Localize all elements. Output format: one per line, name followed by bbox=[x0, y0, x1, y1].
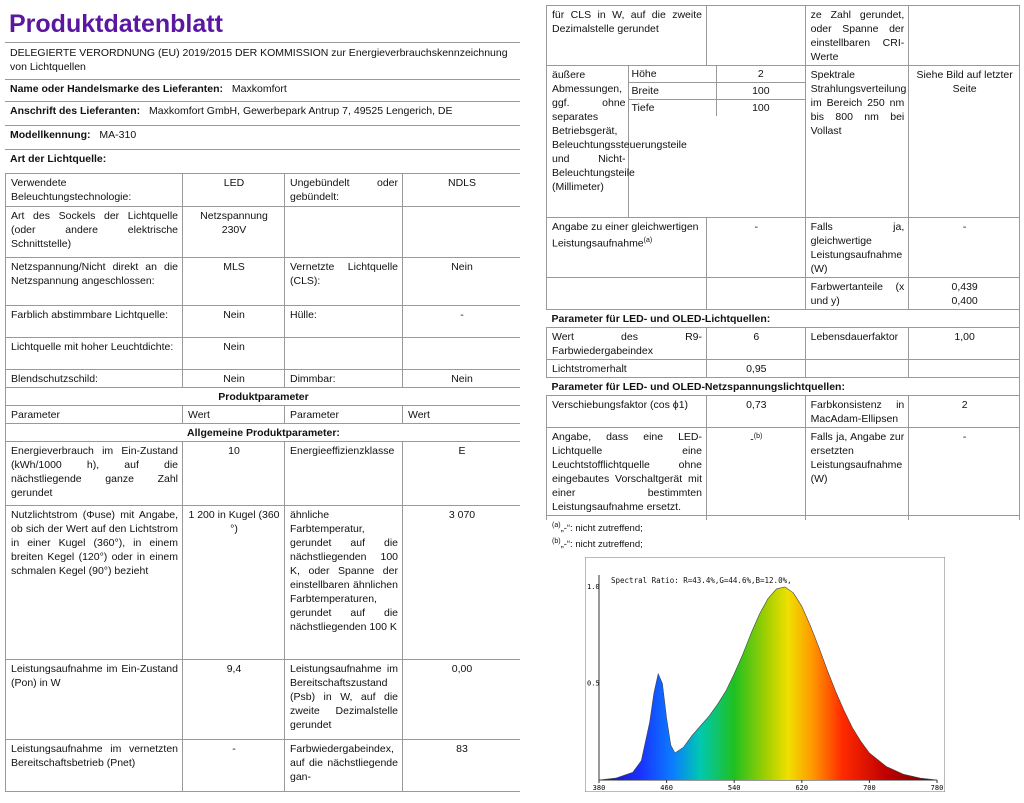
param-cell: Verwendete Beleuchtungstechnologie: bbox=[6, 174, 183, 207]
value-cell: Siehe Bild auf letzter Seite bbox=[909, 66, 1020, 218]
light-type-heading: Art der Lichtquelle: bbox=[10, 153, 107, 165]
value-cell: 0,00 bbox=[403, 660, 521, 740]
param-cell: für CLS in W, auf die zweite Dezimalstelle gerundet bbox=[547, 6, 707, 66]
footnote-marker: (b) bbox=[753, 433, 763, 440]
param-cell: Falls ja, Angabe zur ersetzten Leistungsaufnahme (W) bbox=[805, 428, 909, 516]
dim-name: Breite bbox=[629, 83, 717, 100]
param-cell: Nutzlichtstrom (Φuse) mit Angabe, ob sich der Wert auf den Lichtstrom in einer Kugel (360°), in einem breiten Kegel (120°) oder in einem schmalen Kegel (90°) bezieht bbox=[6, 506, 183, 660]
general-params-heading: Allgemeine Produktparameter: bbox=[6, 424, 521, 442]
value-cell bbox=[707, 428, 806, 516]
value-cell: 1 200 in Kugel (360 °) bbox=[183, 506, 285, 660]
param-cell: Lichtstromerhalt bbox=[547, 360, 707, 378]
param-cell bbox=[547, 218, 707, 278]
table-row bbox=[547, 360, 1020, 378]
value-cell bbox=[909, 516, 1020, 521]
param-cell: Falls ja, gleichwertige Leistungsaufnahme (W) bbox=[805, 218, 909, 278]
value-cell: E bbox=[403, 442, 521, 506]
table-row bbox=[6, 740, 521, 792]
col-header-param: Parameter bbox=[6, 406, 183, 424]
table-row bbox=[547, 396, 1020, 428]
table-row bbox=[547, 428, 1020, 516]
table-row bbox=[6, 306, 521, 338]
table-row bbox=[6, 207, 521, 258]
value-cell: 0,73 bbox=[707, 396, 806, 428]
param-cell: Blendschutzschild: bbox=[6, 370, 183, 388]
value-cell: - bbox=[707, 218, 806, 278]
dim-value: 100 bbox=[717, 83, 805, 100]
table-row bbox=[6, 338, 521, 370]
supplier-name-label: Name oder Handelsmarke des Lieferanten: bbox=[10, 83, 223, 95]
value-cell: 2 bbox=[909, 396, 1020, 428]
right-column bbox=[546, 5, 1020, 520]
page-title: Produktdatenblatt bbox=[5, 5, 520, 43]
spectrum-chart bbox=[585, 557, 945, 792]
value-cell: MLS bbox=[183, 258, 285, 306]
value-cell: LED bbox=[183, 174, 285, 207]
param-cell: Ungebündelt oder gebündelt: bbox=[285, 174, 403, 207]
col-header-value: Wert bbox=[183, 406, 285, 424]
col-header-param: Parameter bbox=[285, 406, 403, 424]
dimensions-label: äußere Abmessungen, ggf. ohne separates Betriebsgerät, Beleuchtungssteuerungsteile und Nicht-Beleuchtungsteile (Millimeter) bbox=[547, 66, 629, 218]
table-row bbox=[6, 258, 521, 306]
param-cell: ze Zahl gerundet, oder Spanne der einstellbaren CRI-Werte bbox=[805, 6, 909, 66]
col-header-value: Wert bbox=[403, 406, 521, 424]
param-cell: Leistungsaufnahme im vernetzten Bereitschaftsbetrieb (Pnet) bbox=[6, 740, 183, 792]
footnote-mark: (b) bbox=[552, 538, 561, 545]
value-cell: Netzspannung 230V bbox=[183, 207, 285, 258]
equiv-label: Angabe zu einer gleichwertigen Leistungsaufnahme bbox=[552, 221, 699, 250]
param-cell: Verschiebungsfaktor (cos ϕ1) bbox=[547, 396, 707, 428]
supplier-address-label: Anschrift des Lieferanten: bbox=[10, 105, 141, 117]
table-row bbox=[629, 100, 805, 117]
table-row bbox=[547, 218, 1020, 278]
footnote-marker: (a) bbox=[643, 237, 653, 244]
x-tick-label: 700 bbox=[863, 784, 876, 792]
param-cell bbox=[547, 278, 707, 310]
param-cell: Leistungsaufnahme im Bereitschaftszustand (Psb) in W, auf die zweite Dezimalstelle gerundet bbox=[285, 660, 403, 740]
supplier-name-row bbox=[5, 80, 520, 102]
value-cell bbox=[707, 516, 806, 521]
value-cell: 83 bbox=[403, 740, 521, 792]
table-row bbox=[547, 516, 1020, 521]
chart-title: Spectral Ratio: R=43.4%,G=44.6%,B=12.0%, bbox=[611, 576, 792, 585]
x-tick-label: 540 bbox=[727, 784, 741, 792]
value-cell bbox=[403, 207, 521, 258]
x-tick-label: 460 bbox=[660, 784, 673, 792]
param-cell: Dimmbar: bbox=[285, 370, 403, 388]
type-table bbox=[5, 173, 520, 792]
mains-heading: Parameter für LED- und OLED-Netzspannungslichtquellen: bbox=[547, 378, 1020, 396]
param-cell bbox=[805, 360, 909, 378]
value-cell: 3 070 bbox=[403, 506, 521, 660]
value-cell: Nein bbox=[183, 370, 285, 388]
dim-value: 100 bbox=[717, 100, 805, 117]
supplier-name-value: Maxkomfort bbox=[231, 83, 287, 95]
chroma-x: 0,439 bbox=[951, 281, 978, 293]
y-tick-label: 0.5 bbox=[587, 679, 600, 688]
dimensions-table bbox=[629, 66, 805, 116]
value-cell: 1,00 bbox=[909, 328, 1020, 360]
value-cell: Nein bbox=[403, 370, 521, 388]
right-table bbox=[546, 5, 1020, 520]
param-cell: Art des Sockels der Lichtquelle (oder andere elektrische Schnittstelle) bbox=[6, 207, 183, 258]
value-cell: Nein bbox=[183, 338, 285, 370]
regulation-text: DELEGIERTE VERORDNUNG (EU) 2019/2015 DER KOMMISSION zur Energieverbrauchskennzeichnung von Lichtquellen bbox=[5, 43, 520, 80]
param-cell: Vernetzte Lichtquelle (CLS): bbox=[285, 258, 403, 306]
value-cell: - bbox=[183, 740, 285, 792]
dim-name: Höhe bbox=[629, 66, 717, 83]
led-heading: Parameter für LED- und OLED-Lichtquellen: bbox=[547, 310, 1020, 328]
table-row bbox=[6, 506, 521, 660]
param-cell bbox=[285, 207, 403, 258]
section-heading-row bbox=[6, 388, 521, 406]
model-label: Modellkennung: bbox=[10, 129, 91, 141]
model-row bbox=[5, 126, 520, 150]
param-cell: Angabe, dass eine LED-Lichtquelle eine Leuchtstofflichtquelle ohne eingebautes Vorschaltgerät mit einer bestimmten Leistungsaufnahme ersetzt. bbox=[547, 428, 707, 516]
supplier-address-value: Maxkomfort GmbH, Gewerbepark Antrup 7, 49525 Lengerich, DE bbox=[149, 105, 453, 117]
column-header-row bbox=[6, 406, 521, 424]
param-cell: Energieverbrauch im Ein-Zustand (kWh/1000 h), auf die nächstliegende ganze Zahl gerundet bbox=[6, 442, 183, 506]
value-cell bbox=[909, 278, 1020, 310]
supplier-address-row bbox=[5, 102, 520, 126]
value-cell: - bbox=[403, 306, 521, 338]
footnote-text: „-“: nicht zutreffend; bbox=[560, 523, 643, 535]
section-heading-row bbox=[547, 378, 1020, 396]
param-cell: Wert des R9-Farbwiedergabeindex bbox=[547, 328, 707, 360]
param-cell: Lebensdauerfaktor bbox=[805, 328, 909, 360]
value-cell: Nein bbox=[183, 306, 285, 338]
value-cell: 10 bbox=[183, 442, 285, 506]
x-tick-label: 380 bbox=[592, 784, 606, 792]
value-cell bbox=[707, 6, 806, 66]
x-tick-label: 620 bbox=[795, 784, 809, 792]
left-column bbox=[5, 5, 520, 800]
footnote-a bbox=[552, 522, 643, 534]
value-cell: NDLS bbox=[403, 174, 521, 207]
table-row bbox=[6, 660, 521, 740]
param-cell: Lichtquelle mit hoher Leuchtdichte: bbox=[6, 338, 183, 370]
chroma-y: 0,400 bbox=[951, 295, 978, 307]
dim-name: Tiefe bbox=[629, 100, 717, 117]
param-cell bbox=[805, 516, 909, 521]
value-cell: 9,4 bbox=[183, 660, 285, 740]
footnote-text: „-“: nicht zutreffend; bbox=[560, 539, 643, 551]
param-cell: Farbwertanteile (x und y) bbox=[805, 278, 909, 310]
value-cell: 6 bbox=[707, 328, 806, 360]
value-cell bbox=[909, 360, 1020, 378]
param-cell: Farbwiedergabeindex, auf die nächstliegende gan- bbox=[285, 740, 403, 792]
param-cell bbox=[547, 516, 707, 521]
section-heading-row bbox=[547, 310, 1020, 328]
spectrum-svg bbox=[585, 557, 945, 792]
footnote-b bbox=[552, 538, 643, 550]
table-row bbox=[629, 66, 805, 83]
table-row bbox=[6, 370, 521, 388]
table-row bbox=[6, 442, 521, 506]
param-cell: Energieeffizienzklasse bbox=[285, 442, 403, 506]
param-cell: Netzspannung/Nicht direkt an die Netzspannung angeschlossen: bbox=[6, 258, 183, 306]
value-cell bbox=[909, 6, 1020, 66]
value-cell: - bbox=[909, 218, 1020, 278]
y-tick-label: 1.0 bbox=[587, 583, 600, 591]
section-heading-row bbox=[6, 424, 521, 442]
dim-value: 2 bbox=[717, 66, 805, 83]
value-cell bbox=[707, 278, 806, 310]
product-params-heading: Produktparameter bbox=[6, 388, 521, 406]
table-row bbox=[547, 328, 1020, 360]
table-row bbox=[547, 66, 1020, 218]
table-row bbox=[629, 83, 805, 100]
footnote-mark: (a) bbox=[552, 522, 561, 529]
param-cell: ähnliche Farbtemperatur, gerundet auf die nächstliegenden 100 K, oder Spanne der einstellbaren ähnlichen Farbtemperaturen, gerundet auf die nächstliegenden 100 K bbox=[285, 506, 403, 660]
param-cell: Farblich abstimmbare Lichtquelle: bbox=[6, 306, 183, 338]
param-cell: Leistungsaufnahme im Ein-Zustand (Pon) in W bbox=[6, 660, 183, 740]
x-tick-label: 780 bbox=[930, 784, 944, 792]
value-cell: - bbox=[909, 428, 1020, 516]
value-text: - bbox=[750, 433, 754, 446]
value-cell: Nein bbox=[403, 258, 521, 306]
param-cell: Spektrale Strahlungsverteilung im Bereich 250 nm bis 800 nm bei Vollast bbox=[805, 66, 909, 218]
param-cell bbox=[285, 338, 403, 370]
table-row bbox=[547, 6, 1020, 66]
value-cell: 0,95 bbox=[707, 360, 806, 378]
param-cell: Hülle: bbox=[285, 306, 403, 338]
table-row bbox=[6, 174, 521, 207]
param-cell: Farbkonsistenz in MacAdam-Ellipsen bbox=[805, 396, 909, 428]
value-cell bbox=[403, 338, 521, 370]
model-value: MA-310 bbox=[99, 129, 137, 141]
table-row bbox=[547, 278, 1020, 310]
